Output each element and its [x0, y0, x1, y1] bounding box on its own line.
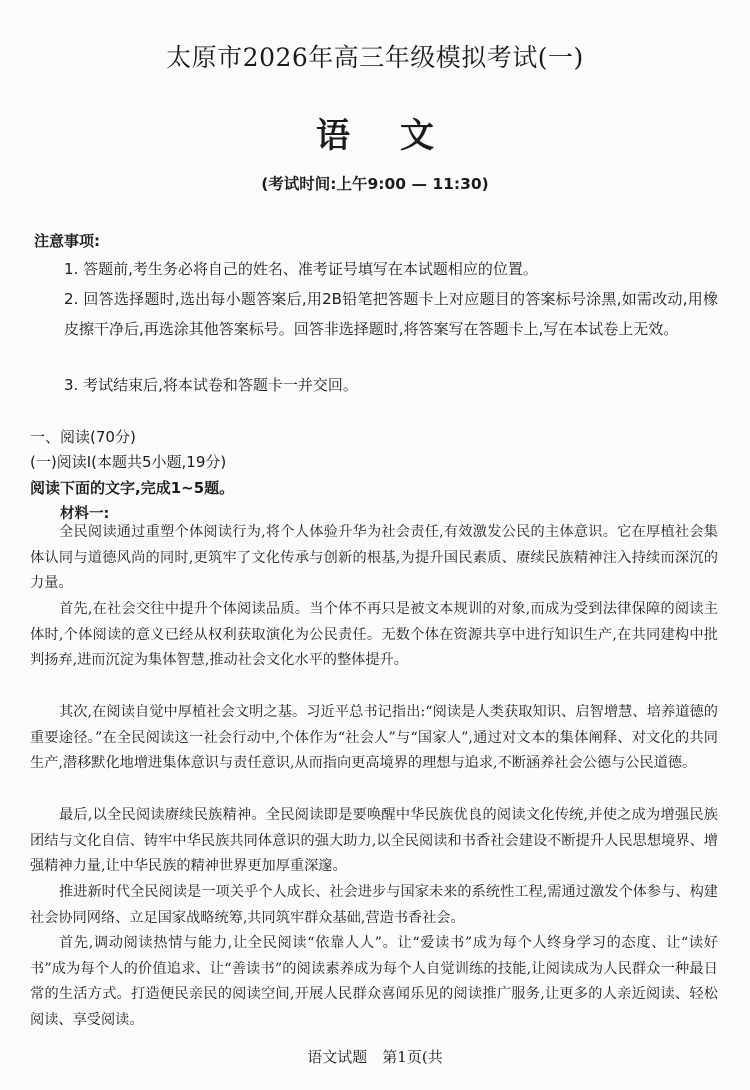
paragraph: 首先,在社会交往中提升个体阅读品质。当个体不再只是被文本规训的对象,而成为受到法律保障的阅读主体时,个体阅读的意义已经从权利获取演化为公民责任。无数个体在资源共享中进行知识生产,在共同建构中批判扬弃,进而沉淀为集体智慧,推动社会文化水平的整体提升。 — [30, 601, 718, 669]
subject-title — [0, 108, 750, 157]
paragraph: 推进新时代全民阅读是一项关乎个人成长、社会进步与国家未来的系统性工程,需通过激发个体参与、构建社会协同网络、立足国家战略统筹,共同筑牢群众基础,营造书香社会。 — [30, 884, 718, 926]
page-footer: 语文试题 第1页(共 — [307, 1048, 443, 1066]
paragraph: 其次,在阅读自觉中厚植社会文明之基。习近平总书记指出:“阅读是人类获取知识、启智增慧、培养道德的重要途径。”在全民阅读这一社会行动中,个体作为“社会人”与“国家人”,通过对文本的集体阐释、对文化的共同生产,潜移默化地增进集体意识与责任意识,从而指向更高境界的理想与追求,不断涵养社会公德与公民道德。 — [30, 704, 718, 772]
exam-time: (考试时间:上午9:00 — 11:30) — [261, 175, 489, 193]
subject-char-1: 语 — [316, 116, 350, 156]
material-label: 材料一: — [60, 506, 110, 522]
subject-char-2: 文 — [400, 116, 434, 156]
section-subtitle: (一)阅读Ⅰ(本题共5小题,19分) — [30, 453, 227, 471]
paragraph: 首先,调动阅读热情与能力,让全民阅读“依靠人人”。让“爱读书”成为每个人终身学习的态度、让“读好书”成为每个人的价值追求、让“善读书”的阅读素养成为每个人自觉训练的技能,让阅读成为人民群众一种最日常的生活方式。打造便民亲民的阅读空间,开展人民群众喜闻乐见的阅读推广服务,让更多的人亲近阅读、轻松阅读、享受阅读。 — [30, 935, 718, 1029]
notice-item-2: 2. 回答选择题时,选出每小题答案后,用2B铅笔把答题卡上对应题目的答案标号涂黑,如需改动,用橡皮擦干净后,再选涂其他答案标号。回答非选择题时,将答案写在答题卡上,写在本试卷上无效。 — [64, 290, 718, 338]
section-instruction: 阅读下面的文字,完成1~5题。 — [30, 479, 235, 497]
notice-item-1: 1. 答题前,考生务必将自己的姓名、准考证号填写在本试题相应的位置。 — [64, 260, 538, 278]
paragraph: 全民阅读通过重塑个体阅读行为,将个人体验升华为社会责任,有效激发公民的主体意识。它在厚植社会集体认同与道德风尚的同时,更筑牢了文化传承与创新的根基,为提升国民素质、赓续民族精神注入持续而深沉的力量。 — [30, 524, 718, 592]
notice-heading: 注意事项: — [34, 232, 100, 250]
notice-item-3: 3. 考试结束后,将本试卷和答题卡一并交回。 — [64, 376, 358, 394]
section-title: 一、阅读(70分) — [30, 428, 136, 446]
paragraph: 最后,以全民阅读赓续民族精神。全民阅读即是要唤醒中华民族优良的阅读文化传统,并使之成为增强民族团结与文化自信、铸牢中华民族共同体意识的强大助力,以全民阅读和书香社会建设不断提升人民思想境界、增强精神力量,让中华民族的精神世界更加厚重深邃。 — [30, 807, 718, 875]
exam-title: 太原市2026年高三年级模拟考试(一) — [166, 43, 584, 72]
